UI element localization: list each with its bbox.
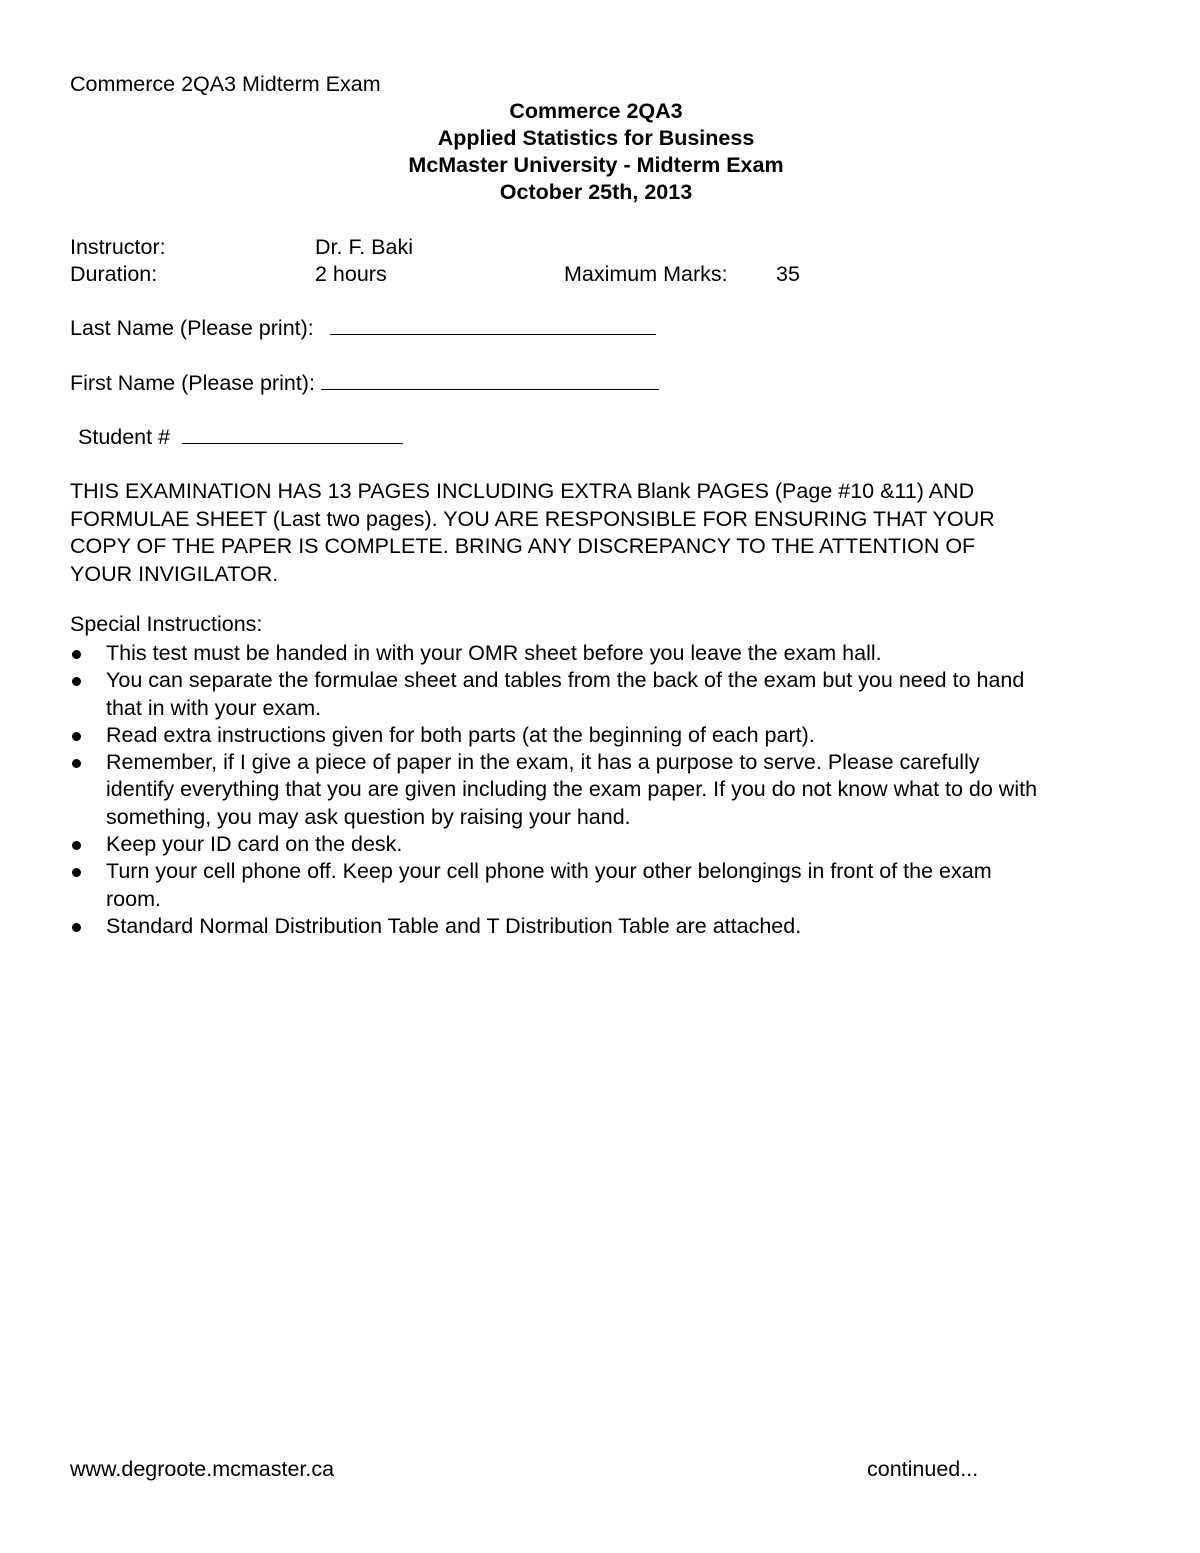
last-name-label: Last Name (Please print): xyxy=(70,316,314,340)
bullet-icon xyxy=(72,868,81,877)
university-exam: McMaster University - Midterm Exam xyxy=(408,153,784,177)
first-name-field xyxy=(70,371,659,396)
duration-label: Duration: xyxy=(70,262,158,286)
running-header: Commerce 2QA3 Midterm Exam xyxy=(70,72,381,96)
instruction-item xyxy=(70,913,1140,940)
instruction-line: Standard Normal Distribution Table and T Distribution Table are attached. xyxy=(106,913,802,938)
instruction-line: This test must be handed in with your OMR sheet before you leave the exam hall. xyxy=(106,641,882,665)
course-name: Applied Statistics for Business xyxy=(437,126,755,150)
instruction-item xyxy=(70,831,1140,858)
exam-notice xyxy=(70,478,1130,588)
special-instructions-list xyxy=(70,640,1140,940)
bullet-icon xyxy=(72,923,81,932)
instruction-line: Turn your cell phone off. Keep your cell phone with your other belongings in front of the exam xyxy=(106,859,992,884)
instruction-line: Keep your ID card on the desk. xyxy=(106,832,403,857)
instruction-line: room. xyxy=(106,886,161,911)
first-name-blank[interactable] xyxy=(321,388,659,390)
notice-line: THIS EXAMINATION HAS 13 PAGES INCLUDING EXTRA Blank PAGES (Page #10 &11) AND xyxy=(70,479,975,503)
course-code: Commerce 2QA3 xyxy=(509,99,683,123)
bullet-icon xyxy=(72,732,81,741)
instruction-item xyxy=(70,722,1140,749)
exam-date: October 25th, 2013 xyxy=(499,180,693,204)
instruction-item xyxy=(70,667,1140,722)
student-number-label: Student # xyxy=(78,425,171,449)
exam-title-block xyxy=(0,98,1192,206)
instruction-line: identify everything that you are given including the exam paper. If you do not know what to do with xyxy=(106,777,1038,802)
instruction-line: Remember, if I give a piece of paper in the exam, it has a purpose to serve. Please carefully xyxy=(106,750,980,775)
instruction-line: that in with your exam. xyxy=(106,695,322,720)
last-name-field xyxy=(70,316,656,341)
footer-website: www.degroote.mcmaster.ca xyxy=(70,1457,335,1481)
bullet-icon xyxy=(72,677,81,686)
bullet-icon xyxy=(72,759,81,768)
instruction-item xyxy=(70,858,1140,913)
max-marks-label: Maximum Marks: xyxy=(564,262,728,286)
bullet-icon xyxy=(72,841,81,850)
student-number-blank[interactable] xyxy=(182,442,403,444)
special-instructions-heading: Special Instructions: xyxy=(70,612,263,636)
instruction-item xyxy=(70,749,1140,831)
first-name-label: First Name (Please print): xyxy=(70,371,315,395)
duration-value: 2 hours xyxy=(315,262,387,286)
instruction-line: You can separate the formulae sheet and tables from the back of the exam but you need to hand xyxy=(106,668,1025,693)
instruction-item xyxy=(70,640,1140,667)
instruction-line: something, you may ask question by raising your hand. xyxy=(106,804,631,829)
notice-line: FORMULAE SHEET (Last two pages). YOU ARE RESPONSIBLE FOR ENSURING THAT YOUR xyxy=(70,506,995,531)
student-number-field xyxy=(78,425,403,450)
notice-line: YOUR INVIGILATOR. xyxy=(70,561,279,586)
last-name-blank[interactable] xyxy=(330,333,656,335)
instructor-value: Dr. F. Baki xyxy=(315,235,413,259)
bullet-icon xyxy=(72,650,81,659)
footer-continued: continued... xyxy=(867,1457,979,1481)
max-marks-value: 35 xyxy=(776,262,800,286)
notice-line: COPY OF THE PAPER IS COMPLETE. BRING ANY DISCREPANCY TO THE ATTENTION OF xyxy=(70,534,976,558)
instructor-label: Instructor: xyxy=(70,235,166,259)
instruction-line: Read extra instructions given for both parts (at the beginning of each part). xyxy=(106,722,815,747)
